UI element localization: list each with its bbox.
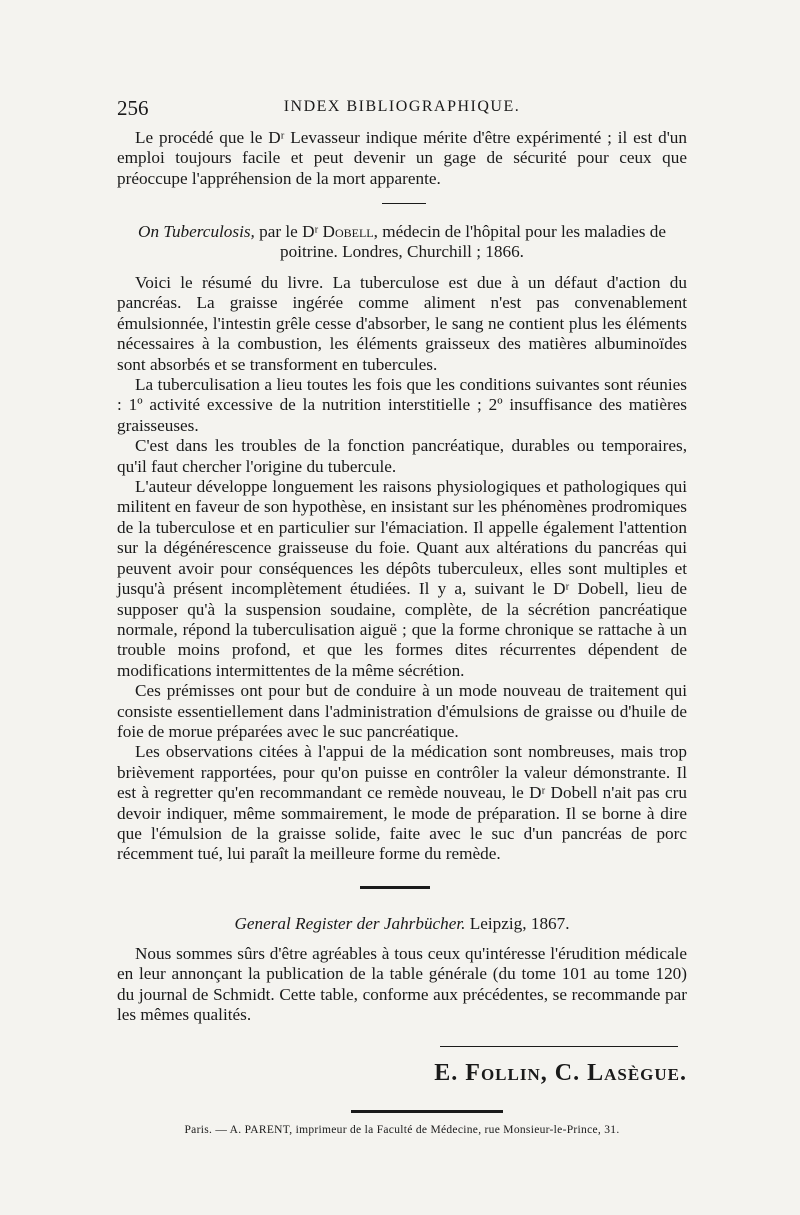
author-name: Dobell,	[322, 222, 378, 241]
opening-paragraph	[117, 128, 687, 189]
title-by: par le Dʳ	[259, 222, 319, 241]
review-paragraph: C'est dans les troubles de la fonction pancréatique, durables ou temporaires, qu'il faut chercher l'origine du tubercule.	[117, 436, 687, 476]
separator-rule	[382, 203, 426, 204]
review-title-tuberculosis	[117, 222, 687, 263]
review-body-register	[117, 944, 687, 1026]
review-title-register	[117, 914, 687, 934]
review-body-tuberculosis	[117, 273, 687, 865]
review-paragraph: Les observations citées à l'appui de la médication sont nombreuses, mais trop brièvement rapportées, pour qu'on puisse en contrôler la valeur démonstrante. Il est à regretter qu'en recommandant ce remède nouveau, le Dʳ Dobell n'ait pas cru devoir indiquer, même sommairement, le mode de préparation. Il se borne à dire que l'émulsion de la graisse solide, faite avec le suc d'un pancréas de porc récemment tué, lui paraît la meilleure forme du remède.	[117, 742, 687, 864]
review-paragraph: Voici le résumé du livre. La tuberculose est due à un défaut d'action du pancréas. La graisse ingérée comme aliment n'est pas convenablement émulsionnée, l'intestin grêle cesse d'absorber, le sang ne contient plus les éléments nécessaires à la combustion, les éléments graisseux des matières albuminoïdes sont absorbés et se transforment en tubercules.	[117, 273, 687, 374]
printer-imprint: Paris. — A. PARENT, imprimeur de la Faculté de Médecine, rue Monsieur-le-Prince, 31.	[184, 1124, 620, 1136]
review-paragraph: Ces prémisses ont pour but de conduire à un mode nouveau de traitement qui consiste essentiellement dans l'administration d'émulsions de graisse ou d'huile de foie de morue préparées avec le suc pancréatique.	[117, 681, 687, 741]
separator-rule	[360, 886, 430, 889]
signature-rule	[440, 1046, 678, 1047]
book-title: General Register der Jahrbücher.	[234, 914, 466, 933]
page-number: 256	[117, 96, 149, 120]
title-details: Leipzig, 1867.	[469, 914, 570, 933]
review-paragraph: La tuberculisation a lieu toutes les fois que les conditions suivantes sont réunies : 1º activité excessive de la nutrition interstitielle ; 2º insuffisance des matières graisseuses.	[117, 375, 687, 435]
signature: E. Follin, C. Lasègue.	[434, 1060, 687, 1086]
running-title: INDEX BIBLIOGRAPHIQUE.	[283, 98, 521, 115]
imprint-rule	[351, 1110, 503, 1113]
opening-text: Le procédé que le Dʳ Levasseur indique mérite d'être expérimenté ; il est d'un emploi toujours facile et peut devenir un gage de sécurité pour ceux que préoccupe l'appréhension de la mort apparente.	[117, 128, 687, 188]
review-paragraph: L'auteur développe longuement les raisons physiologiques et pathologiques qui militent en faveur de son hypothèse, en insistant sur les phénomènes prodromiques de la tuberculose et en particulier sur l'émaciation. Il appelle également l'attention sur la dégénérescence graisseuse du foie. Quant aux altérations du pancréas qui peuvent avoir pour conséquences les dépôts tuberculeux, elles sont multiples et jusqu'à présent incomplètement étudiées. Il y a, suivant le Dʳ Dobell, lieu de supposer qu'à la suspension soudaine, complète, de la sécrétion pancréatique normale, répond la tuberculisation aiguë ; que la forme chronique se rattache à un trouble moins profond, et que les formes dites récurrentes dépendent de modifications intermittentes de la même sécrétion.	[117, 477, 687, 680]
book-title: On Tuberculosis,	[138, 222, 255, 241]
review-paragraph: Nous sommes sûrs d'être agréables à tous ceux qu'intéresse l'érudition médicale en leur annonçant la publication de la table générale (du tome 101 au tome 120) du journal de Schmidt. Cette table, conforme aux précédentes, se recommande par les mêmes qualités.	[117, 944, 687, 1025]
page-header	[117, 96, 687, 120]
title-details: médecin de l'hôpital pour les maladies de poitrine. Londres, Churchill ; 1866.	[280, 222, 666, 262]
